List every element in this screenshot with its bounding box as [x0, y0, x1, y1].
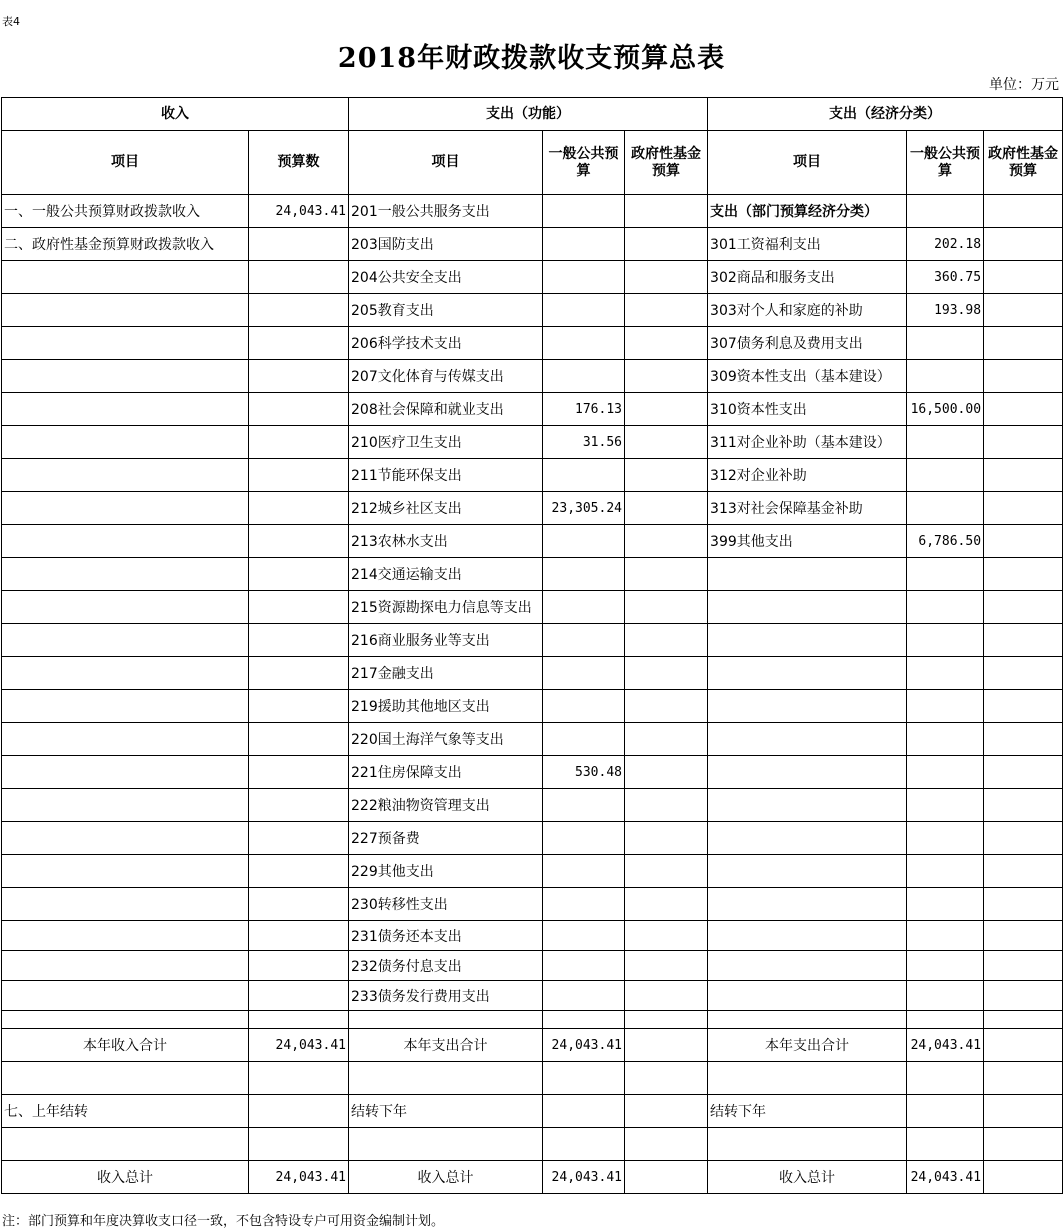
economic-fund-cell	[984, 921, 1063, 951]
economic-general-cell	[907, 855, 984, 888]
economic-fund-cell	[984, 951, 1063, 981]
economic-item-cell: 312对企业补助	[708, 459, 907, 492]
income-item-cell: 七、上年结转	[2, 1095, 249, 1128]
income-amount-cell	[249, 294, 349, 327]
economic-general-cell	[907, 1062, 984, 1095]
economic-fund-cell	[984, 1011, 1063, 1029]
income-item-cell	[2, 624, 249, 657]
income-amount-cell	[249, 888, 349, 921]
income-amount-cell	[249, 558, 349, 591]
table-row	[2, 1161, 1063, 1194]
function-general-cell	[543, 1062, 625, 1095]
table-row	[2, 525, 1063, 558]
function-fund-cell	[625, 294, 708, 327]
income-item-header: 项目	[2, 131, 249, 195]
function-fund-cell	[625, 723, 708, 756]
economic-general-cell: 193.98	[907, 294, 984, 327]
economic-fund-cell	[984, 624, 1063, 657]
economic-general-cell	[907, 756, 984, 789]
economic-general-cell: 24,043.41	[907, 1161, 984, 1194]
economic-general-cell	[907, 1095, 984, 1128]
function-general-cell	[543, 921, 625, 951]
income-item-cell	[2, 591, 249, 624]
table-row	[2, 981, 1063, 1011]
economic-general-cell	[907, 558, 984, 591]
function-item-cell: 217金融支出	[349, 657, 543, 690]
economic-item-cell	[708, 1062, 907, 1095]
function-fund-cell	[625, 426, 708, 459]
income-item-cell	[2, 981, 249, 1011]
function-general-cell	[543, 657, 625, 690]
economic-general-cell	[907, 591, 984, 624]
table-row	[2, 1011, 1063, 1029]
economic-item-cell	[708, 855, 907, 888]
economic-fund-cell	[984, 261, 1063, 294]
economic-general-cell	[907, 459, 984, 492]
income-item-cell	[2, 327, 249, 360]
economic-fund-cell	[984, 690, 1063, 723]
economic-item-cell	[708, 591, 907, 624]
income-item-cell	[2, 261, 249, 294]
function-item-cell: 233债务发行费用支出	[349, 981, 543, 1011]
table-row	[2, 921, 1063, 951]
function-item-cell	[349, 1128, 543, 1161]
income-item-cell	[2, 360, 249, 393]
income-amount-cell	[249, 1062, 349, 1095]
economic-item-cell: 收入总计	[708, 1161, 907, 1194]
function-item-cell: 205教育支出	[349, 294, 543, 327]
table-row	[2, 789, 1063, 822]
income-amount-cell	[249, 1128, 349, 1161]
function-fund-cell	[625, 981, 708, 1011]
function-fund-cell	[625, 822, 708, 855]
income-amount-cell	[249, 981, 349, 1011]
economic-general-cell	[907, 981, 984, 1011]
table-row	[2, 657, 1063, 690]
economic-general-cell	[907, 822, 984, 855]
income-amount-cell	[249, 1011, 349, 1029]
economic-general-cell	[907, 360, 984, 393]
table-row	[2, 591, 1063, 624]
function-fund-cell	[625, 657, 708, 690]
income-amount-cell	[249, 228, 349, 261]
economic-fund-cell	[984, 294, 1063, 327]
income-amount-cell	[249, 426, 349, 459]
economic-fund-cell	[984, 1128, 1063, 1161]
economic-item-cell: 309资本性支出（基本建设）	[708, 360, 907, 393]
function-item-cell: 结转下年	[349, 1095, 543, 1128]
table-row	[2, 426, 1063, 459]
table-number-label: 表4	[2, 15, 20, 28]
economic-item-cell	[708, 558, 907, 591]
economic-item-cell: 301工资福利支出	[708, 228, 907, 261]
economic-item-cell: 303对个人和家庭的补助	[708, 294, 907, 327]
economic-fund-cell	[984, 1161, 1063, 1194]
income-item-cell: 二、政府性基金预算财政拨款收入	[2, 228, 249, 261]
function-fund-cell	[625, 360, 708, 393]
economic-section-header: 支出（经济分类）	[708, 98, 1063, 131]
economic-item-cell	[708, 921, 907, 951]
economic-item-cell	[708, 690, 907, 723]
economic-item-cell	[708, 756, 907, 789]
table-row	[2, 723, 1063, 756]
income-amount-cell	[249, 921, 349, 951]
economic-fund-cell	[984, 981, 1063, 1011]
function-fund-cell	[625, 525, 708, 558]
economic-item-cell: 结转下年	[708, 1095, 907, 1128]
function-general-cell	[543, 261, 625, 294]
economic-item-cell: 313对社会保障基金补助	[708, 492, 907, 525]
income-amount-cell	[249, 855, 349, 888]
economic-item-cell: 307债务利息及费用支出	[708, 327, 907, 360]
function-item-cell: 215资源勘探电力信息等支出	[349, 591, 543, 624]
table-body	[2, 195, 1063, 1194]
table-row	[2, 195, 1063, 228]
economic-general-cell	[907, 195, 984, 228]
function-general-header: 一般公共预算	[543, 131, 625, 195]
economic-item-cell	[708, 822, 907, 855]
function-fund-cell	[625, 1011, 708, 1029]
function-item-cell: 232债务付息支出	[349, 951, 543, 981]
income-amount-cell	[249, 657, 349, 690]
economic-general-header: 一般公共预算	[907, 131, 984, 195]
function-general-cell	[543, 888, 625, 921]
table-row	[2, 294, 1063, 327]
economic-general-cell: 16,500.00	[907, 393, 984, 426]
economic-general-cell: 202.18	[907, 228, 984, 261]
economic-fund-cell	[984, 492, 1063, 525]
function-item-cell: 207文化体育与传媒支出	[349, 360, 543, 393]
function-fund-cell	[625, 690, 708, 723]
economic-fund-cell	[984, 327, 1063, 360]
income-item-cell	[2, 822, 249, 855]
function-item-header: 项目	[349, 131, 543, 195]
economic-item-cell: 311对企业补助（基本建设）	[708, 426, 907, 459]
function-general-cell	[543, 195, 625, 228]
table-row	[2, 855, 1063, 888]
economic-item-cell: 399其他支出	[708, 525, 907, 558]
function-general-cell	[543, 855, 625, 888]
economic-fund-cell	[984, 525, 1063, 558]
function-general-cell	[543, 1095, 625, 1128]
function-general-cell	[543, 789, 625, 822]
table-row	[2, 624, 1063, 657]
table-row	[2, 1128, 1063, 1161]
function-fund-cell	[625, 921, 708, 951]
function-fund-cell	[625, 558, 708, 591]
function-item-cell: 229其他支出	[349, 855, 543, 888]
economic-item-cell: 310资本性支出	[708, 393, 907, 426]
function-fund-cell	[625, 789, 708, 822]
income-amount-cell	[249, 360, 349, 393]
function-fund-header: 政府性基金预算	[625, 131, 708, 195]
income-section-header: 收入	[2, 98, 349, 131]
income-item-cell	[2, 921, 249, 951]
income-item-cell	[2, 723, 249, 756]
function-general-cell	[543, 360, 625, 393]
income-amount-cell	[249, 1095, 349, 1128]
function-fund-cell	[625, 1062, 708, 1095]
income-budget-header: 预算数	[249, 131, 349, 195]
income-amount-cell	[249, 492, 349, 525]
economic-general-cell	[907, 951, 984, 981]
economic-fund-cell	[984, 591, 1063, 624]
economic-general-cell	[907, 723, 984, 756]
table-row	[2, 393, 1063, 426]
function-fund-cell	[625, 492, 708, 525]
income-amount-cell: 24,043.41	[249, 195, 349, 228]
function-general-cell	[543, 327, 625, 360]
table-row	[2, 1062, 1063, 1095]
economic-general-cell	[907, 888, 984, 921]
function-general-cell	[543, 294, 625, 327]
economic-fund-cell	[984, 822, 1063, 855]
footnote: 注：部门预算和年度决算收支口径一致，不包含特设专户可用资金编制计划。	[2, 1214, 445, 1229]
function-fund-cell	[625, 393, 708, 426]
function-fund-cell	[625, 1095, 708, 1128]
economic-fund-header: 政府性基金预算	[984, 131, 1063, 195]
income-item-cell	[2, 690, 249, 723]
economic-item-cell: 本年支出合计	[708, 1029, 907, 1062]
economic-fund-cell	[984, 360, 1063, 393]
economic-fund-cell	[984, 888, 1063, 921]
economic-fund-cell	[984, 789, 1063, 822]
function-general-cell	[543, 723, 625, 756]
function-fund-cell	[625, 855, 708, 888]
function-general-cell	[543, 822, 625, 855]
function-fund-cell	[625, 1128, 708, 1161]
function-item-cell: 208社会保障和就业支出	[349, 393, 543, 426]
function-item-cell: 230转移性支出	[349, 888, 543, 921]
function-item-cell: 222粮油物资管理支出	[349, 789, 543, 822]
economic-item-cell	[708, 723, 907, 756]
function-general-cell	[543, 981, 625, 1011]
economic-item-cell: 302商品和服务支出	[708, 261, 907, 294]
function-item-cell: 203国防支出	[349, 228, 543, 261]
function-item-cell: 219援助其他地区支出	[349, 690, 543, 723]
function-general-cell: 24,043.41	[543, 1029, 625, 1062]
function-section-header: 支出（功能）	[349, 98, 708, 131]
income-item-cell	[2, 426, 249, 459]
income-item-cell	[2, 294, 249, 327]
income-item-cell	[2, 492, 249, 525]
economic-general-cell: 360.75	[907, 261, 984, 294]
function-general-cell	[543, 624, 625, 657]
function-item-cell: 214交通运输支出	[349, 558, 543, 591]
function-general-cell	[543, 1011, 625, 1029]
economic-fund-cell	[984, 228, 1063, 261]
function-fund-cell	[625, 195, 708, 228]
income-item-cell	[2, 1128, 249, 1161]
economic-fund-cell	[984, 1095, 1063, 1128]
economic-fund-cell	[984, 1029, 1063, 1062]
function-fund-cell	[625, 228, 708, 261]
economic-item-header: 项目	[708, 131, 907, 195]
unit-label: 单位：万元	[989, 77, 1059, 93]
economic-fund-cell	[984, 756, 1063, 789]
function-item-cell: 216商业服务业等支出	[349, 624, 543, 657]
economic-item-cell	[708, 951, 907, 981]
economic-general-cell	[907, 624, 984, 657]
budget-table	[1, 97, 1063, 1194]
function-fund-cell	[625, 591, 708, 624]
function-item-cell: 本年支出合计	[349, 1029, 543, 1062]
economic-general-cell	[907, 657, 984, 690]
function-fund-cell	[625, 888, 708, 921]
income-amount-cell	[249, 393, 349, 426]
income-item-cell	[2, 951, 249, 981]
function-fund-cell	[625, 1161, 708, 1194]
economic-fund-cell	[984, 393, 1063, 426]
economic-fund-cell	[984, 459, 1063, 492]
table-row	[2, 261, 1063, 294]
income-amount-cell	[249, 591, 349, 624]
function-general-cell	[543, 228, 625, 261]
function-general-cell: 23,305.24	[543, 492, 625, 525]
economic-fund-cell	[984, 195, 1063, 228]
function-item-cell: 212城乡社区支出	[349, 492, 543, 525]
income-amount-cell	[249, 525, 349, 558]
income-amount-cell: 24,043.41	[249, 1029, 349, 1062]
economic-general-cell	[907, 426, 984, 459]
function-item-cell: 211节能环保支出	[349, 459, 543, 492]
function-general-cell	[543, 690, 625, 723]
income-amount-cell	[249, 690, 349, 723]
income-item-cell	[2, 558, 249, 591]
economic-item-cell	[708, 624, 907, 657]
table-row	[2, 228, 1063, 261]
function-fund-cell	[625, 1029, 708, 1062]
function-fund-cell	[625, 756, 708, 789]
economic-general-cell	[907, 492, 984, 525]
income-item-cell	[2, 888, 249, 921]
function-item-cell: 231债务还本支出	[349, 921, 543, 951]
income-amount-cell	[249, 327, 349, 360]
function-general-cell: 530.48	[543, 756, 625, 789]
table-row	[2, 492, 1063, 525]
function-item-cell: 221住房保障支出	[349, 756, 543, 789]
economic-item-cell	[708, 789, 907, 822]
income-amount-cell: 24,043.41	[249, 1161, 349, 1194]
economic-item-cell: 支出（部门预算经济分类）	[708, 195, 907, 228]
economic-general-cell	[907, 1011, 984, 1029]
function-item-cell: 210医疗卫生支出	[349, 426, 543, 459]
income-item-cell: 本年收入合计	[2, 1029, 249, 1062]
economic-item-cell	[708, 1128, 907, 1161]
income-amount-cell	[249, 822, 349, 855]
function-item-cell: 收入总计	[349, 1161, 543, 1194]
function-general-cell	[543, 525, 625, 558]
function-item-cell: 206科学技术支出	[349, 327, 543, 360]
income-item-cell: 收入总计	[2, 1161, 249, 1194]
table-row	[2, 822, 1063, 855]
function-general-cell	[543, 558, 625, 591]
income-item-cell	[2, 1011, 249, 1029]
table-row	[2, 1095, 1063, 1128]
economic-fund-cell	[984, 1062, 1063, 1095]
function-general-cell	[543, 459, 625, 492]
table-row	[2, 360, 1063, 393]
function-general-cell	[543, 591, 625, 624]
function-general-cell: 176.13	[543, 393, 625, 426]
function-item-cell: 204公共安全支出	[349, 261, 543, 294]
function-fund-cell	[625, 951, 708, 981]
income-amount-cell	[249, 723, 349, 756]
income-item-cell	[2, 756, 249, 789]
table-row	[2, 558, 1063, 591]
function-fund-cell	[625, 459, 708, 492]
economic-fund-cell	[984, 558, 1063, 591]
function-item-cell: 213农林水支出	[349, 525, 543, 558]
economic-item-cell	[708, 888, 907, 921]
table-row	[2, 690, 1063, 723]
income-amount-cell	[249, 756, 349, 789]
economic-item-cell	[708, 981, 907, 1011]
economic-general-cell: 6,786.50	[907, 525, 984, 558]
income-item-cell	[2, 459, 249, 492]
economic-general-cell: 24,043.41	[907, 1029, 984, 1062]
page-title: 2018年财政拨款收支预算总表	[337, 43, 726, 74]
economic-fund-cell	[984, 426, 1063, 459]
economic-general-cell	[907, 1128, 984, 1161]
income-item-cell	[2, 393, 249, 426]
income-amount-cell	[249, 951, 349, 981]
table-row	[2, 756, 1063, 789]
table-row	[2, 327, 1063, 360]
economic-general-cell	[907, 690, 984, 723]
income-amount-cell	[249, 459, 349, 492]
function-item-cell: 220国土海洋气象等支出	[349, 723, 543, 756]
table-row	[2, 1029, 1063, 1062]
table-row	[2, 459, 1063, 492]
function-item-cell: 227预备费	[349, 822, 543, 855]
economic-item-cell	[708, 657, 907, 690]
function-general-cell	[543, 951, 625, 981]
income-item-cell: 一、一般公共预算财政拨款收入	[2, 195, 249, 228]
function-general-cell: 31.56	[543, 426, 625, 459]
function-item-cell	[349, 1062, 543, 1095]
income-item-cell	[2, 855, 249, 888]
economic-general-cell	[907, 327, 984, 360]
function-fund-cell	[625, 261, 708, 294]
table-row	[2, 951, 1063, 981]
income-amount-cell	[249, 261, 349, 294]
economic-fund-cell	[984, 723, 1063, 756]
function-item-cell: 201一般公共服务支出	[349, 195, 543, 228]
income-amount-cell	[249, 789, 349, 822]
economic-fund-cell	[984, 855, 1063, 888]
economic-item-cell	[708, 1011, 907, 1029]
income-item-cell	[2, 525, 249, 558]
economic-fund-cell	[984, 657, 1063, 690]
income-amount-cell	[249, 624, 349, 657]
function-general-cell: 24,043.41	[543, 1161, 625, 1194]
function-general-cell	[543, 1128, 625, 1161]
table-row	[2, 888, 1063, 921]
function-item-cell	[349, 1011, 543, 1029]
function-fund-cell	[625, 327, 708, 360]
economic-general-cell	[907, 921, 984, 951]
income-item-cell	[2, 789, 249, 822]
function-fund-cell	[625, 624, 708, 657]
income-item-cell	[2, 1062, 249, 1095]
economic-general-cell	[907, 789, 984, 822]
income-item-cell	[2, 657, 249, 690]
